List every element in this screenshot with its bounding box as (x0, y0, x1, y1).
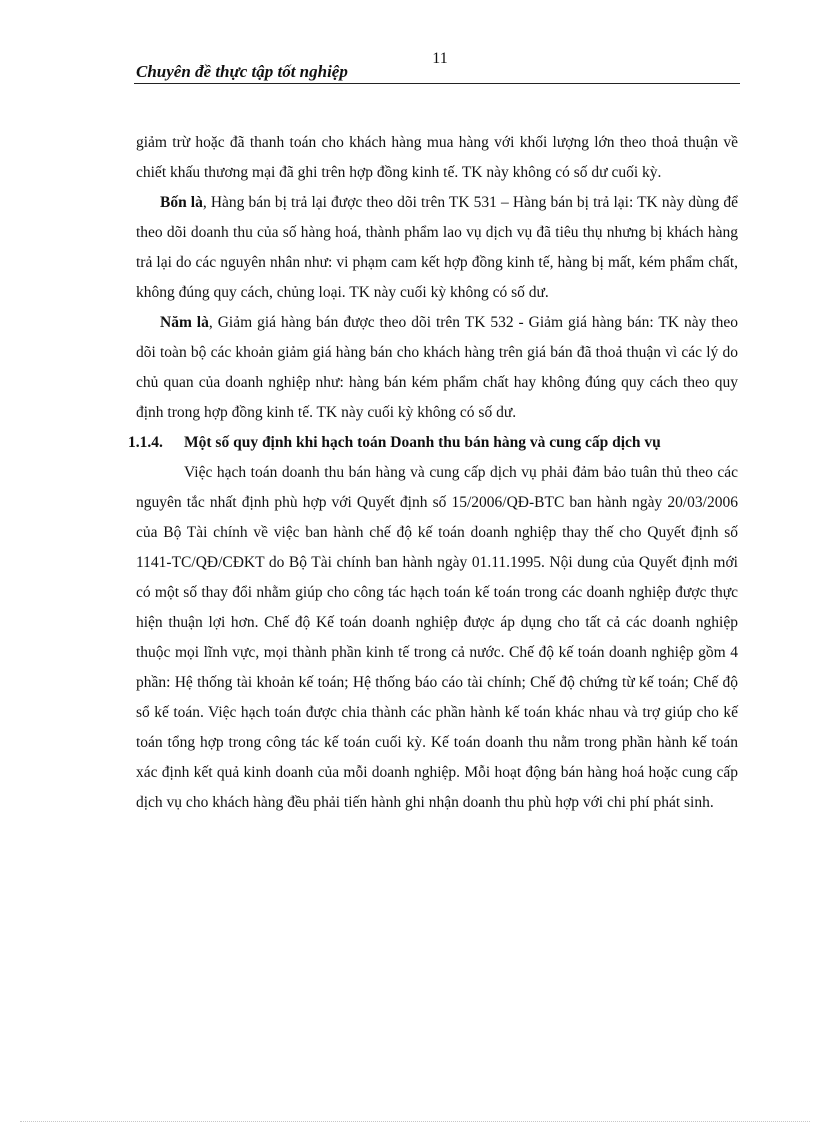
paragraph-text-bon-la: , Hàng bán bị trả lại được theo dõi trên TK 531 – Hàng bán bị trả lại: TK này dùng để theo dõi doanh thu của số hàng hoá, thành phẩm lao vụ dịch vụ đã tiêu thụ nhưng bị khách hàng trả lại do các nguyên nhân như: vi phạm cam kết hợp đồng kinh tế, hàng bị mất, kém phẩm chất, không đúng quy cách, chủng loại. TK này cuối kỳ không có số dư. (136, 194, 738, 301)
section-heading (128, 428, 738, 458)
document-body (128, 128, 738, 818)
paragraph-text-nam-la: , Giảm giá hàng bán được theo dõi trên TK 532 - Giảm giá hàng bán: TK này theo dõi toàn bộ các khoản giảm giá hàng bán cho khách hàng trên giá bán đã thoả thuận vì các lý do chủ quan của doanh nghiệp như: hàng bán kém phẩm chất hay không đúng quy cách theo quy định trong hợp đồng kinh tế. TK này cuối kỳ không có số dư. (136, 314, 738, 421)
paragraph-continuation: giảm trừ hoặc đã thanh toán cho khách hàng mua hàng với khối lượng lớn theo thoả thuận về chiết khấu thương mại đã ghi trên hợp đồng kinh tế. TK này không có số dư cuối kỳ. (136, 134, 738, 181)
paragraph-regulations: Việc hạch toán doanh thu bán hàng và cung cấp dịch vụ phải đảm bảo tuân thủ theo các nguyên tắc nhất định phù hợp với Quyết định số 15/2006/QĐ-BTC ban hành ngày 20/03/2006 của Bộ Tài chính về việc ban hành chế độ kế toán doanh nghiệp thay thế cho Quyết định số 1141-TC/QĐ/CĐKT do Bộ Tài chính ban hành ngày 01.11.1995. Nội dung của Quyết định mới có một số thay đổi nhằm giúp cho công tác hạch toán kế toán trong các doanh nghiệp được thực hiện thuận lợi hơn. Chế độ Kế toán doanh nghiệp được áp dụng cho tất cả các doanh nghiệp thuộc mọi lĩnh vực, mọi thành phần kinh tế trong cả nước. Chế độ kế toán doanh nghiệp gồm 4 phần: Hệ thống tài khoản kế toán; Hệ thống báo cáo tài chính; Chế độ chứng từ kế toán; Chế độ sổ kế toán. Việc hạch toán được chia thành các phần hành kế toán khác nhau và trợ giúp cho kế toán tổng hợp trong công tác kế toán cuối kỳ. Kế toán doanh thu nằm trong phần hành kế toán xác định kết quả kinh doanh của mỗi doanh nghiệp. Mỗi hoạt động bán hàng hoá hoặc cung cấp dịch vụ cho khách hàng đều phải tiến hành ghi nhận doanh thu phù hợp với chi phí phát sinh. (136, 464, 738, 811)
header-divider (134, 83, 740, 84)
section-number: 1.1.4. (128, 434, 163, 451)
paragraph-nam-la (136, 308, 738, 428)
paragraph-bon-la (136, 188, 738, 308)
running-header-title: Chuyên đề thực tập tốt nghiệp (136, 62, 348, 81)
page-number: 11 (432, 50, 448, 67)
paragraph-lead-bon-la: Bốn là (160, 194, 203, 211)
paragraph-lead-nam-la: Năm là (160, 314, 209, 331)
section-title: Một số quy định khi hạch toán Doanh thu bán hàng và cung cấp dịch vụ (184, 434, 661, 451)
page-bottom-border (20, 1121, 810, 1122)
